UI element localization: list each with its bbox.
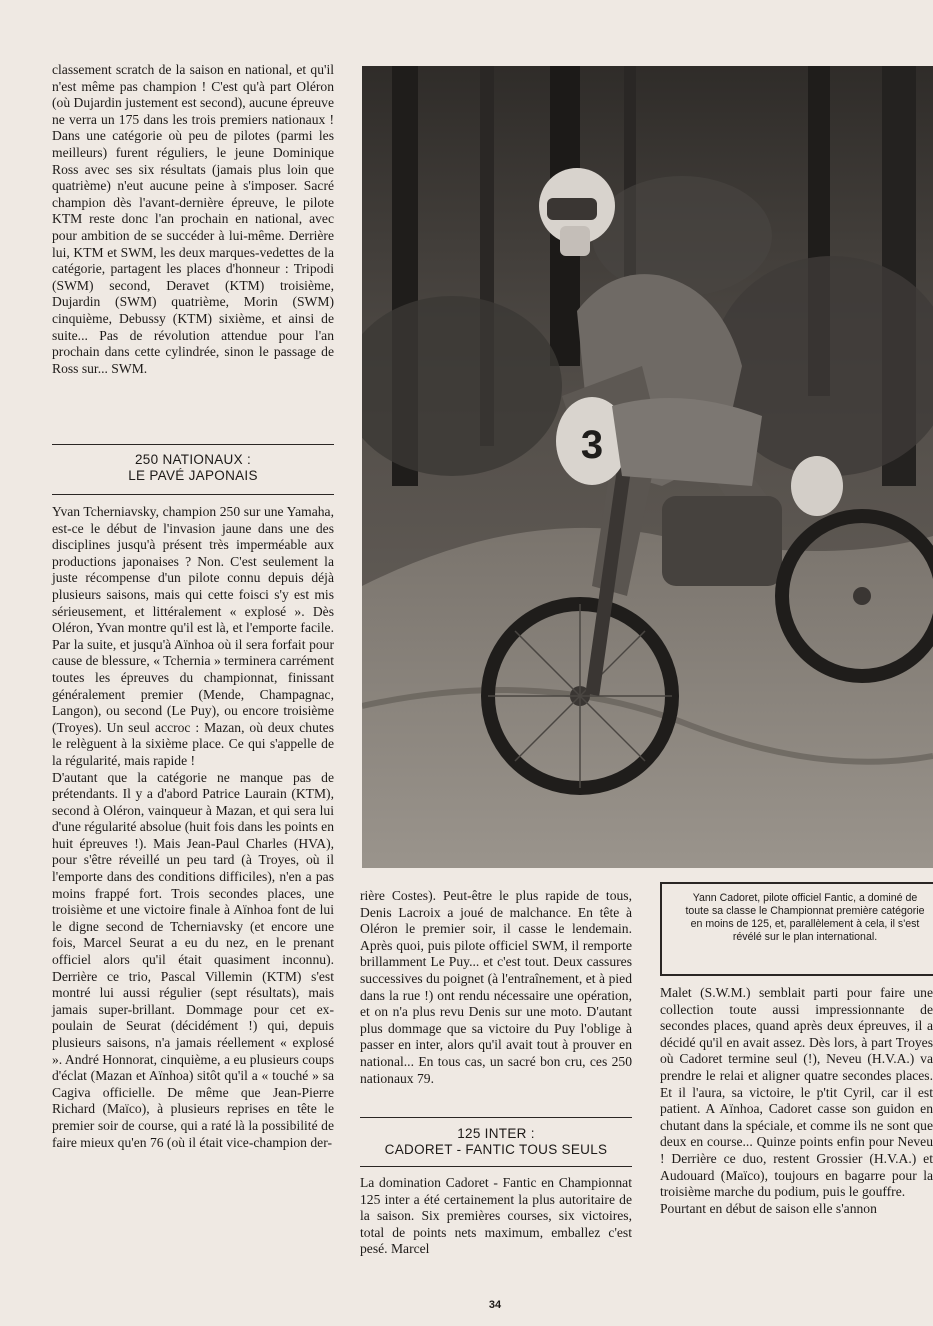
body-paragraph: D'autant que la catégorie ne manque pas de prétendants. Il y a d'abord Patrice Laurain (KTM), second à Oléron, vainqueur à Mazan, et qui sera lui d'une régularité absolue (huit fois dans les points en huit épreuves !). Mais Jean-Paul Charles (HVA), pour s'être réveillé un peu tard (à Troyes, où il l'emporte dans des conditions difficiles), n'en a pas moins frappé fort. Trois secondes places, une troisième et une victoire finale à Aïnhoa font de lui le digne second de Tcherniavsky (et encore une fois, Marcel Seurat a eu du nez, en le prenant officiel alors qu'il était quasiment inconnu). Derrière ce trio, Pascal Villemin (KTM) s'est montré lui aussi régulier (sept résultats), mais jamais super-brillant. Dommage pour cet ex-poulain de Seurat (décidément !) qui, depuis plusieurs saisons, n'a jamais réellement « explosé ». André Honnorat, cinquième, a eu plusieurs coups d'éclat (Mazan et Aïnhoa) sitôt qu'il a « touché » sa Cagiva officielle. De même que Jean-Pierre Richard (Maïco), à plusieurs reprises en tête le premier soir de course, qui a raté là la possibilité de faire mieux qu'en 76 (où il était vice-champion der- <box>52 769 334 1150</box>
page-number: 34 <box>488 1299 502 1311</box>
article-column-middle-top <box>360 888 632 1087</box>
number-plate: 3 <box>580 423 604 467</box>
section-rule <box>360 1166 632 1167</box>
heading-line: LE PAVÉ JAPONAIS <box>128 467 258 483</box>
body-paragraph: classement scratch de la saison en national, et qu'il n'est même pas champion ! C'est qu'à part Oléron (où Dujardin justement est second), aucune épreuve ne verra un 175 dans les trois premiers nationaux ! Dans une catégorie où peu de pilotes (parmi les meilleurs) furent réguliers, le jeune Dominique Ross avec ses six résultats (jamais plus loin que quatrième) n'eut aucune peine à s'imposer. Sacré champion dès l'avant-dernière épreuve, le pilote KTM reste donc l'an prochain en national, avec pour ambition de se succéder à lui-même. Derrière lui, KTM et SWM, les deux marques-vedettes de la catégorie, partagent les places d'honneur : Tripodi (SWM) second, Deravet (KTM) troisième, Dujardin (SWM) quatrième, Morin (SWM) cinquième, Debussy (KTM) sixième, et ainsi de suite... Pas de révolution attendue pour l'an prochain dans cette cylindrée, sinon le passage de Ross sur... SWM. <box>52 62 334 376</box>
section-heading-125 <box>360 1126 632 1157</box>
article-column-left-bottom <box>52 504 334 1151</box>
article-column-middle-bottom <box>360 1175 632 1258</box>
body-paragraph: rière Costes). Peut-être le plus rapide de tous, Denis Lacroix a joué de malchance. En tête à Oléron le premier soir, il casse le lendemain. Après quoi, puis pilote officiel SWM, il remporte brillamment Le Puy... et c'est tout. Deux cassures successives du poignet (à l'entraînement, et à pied dans la rue !) ont rendu nécessaire une opération, et on n'a plus revu Denis sur une moto. D'autant plus dommage que sa victoire du Puy l'oblige à passer en inter, alors qu'il avait tout à prouver en national... En tous cas, un sacré bon cru, ces 250 nationaux 79. <box>360 888 632 1086</box>
article-column-right <box>660 985 933 1217</box>
heading-line: CADORET - FANTIC TOUS SEULS <box>384 1141 608 1157</box>
motocross-rider-photo <box>362 66 933 868</box>
section-heading-250 <box>52 452 334 483</box>
photo-caption-box <box>660 882 933 976</box>
body-paragraph: Pourtant en début de saison elle s'annon <box>660 1200 877 1216</box>
section-rule <box>360 1117 632 1118</box>
body-paragraph: La domination Cadoret - Fantic en Championnat 125 inter a été certainement la plus autoritaire de la saison. Six premières courses, six victoires, total de points nets maximum, emballez c'est pesé. Marcel <box>360 1175 632 1257</box>
section-rule <box>52 444 334 445</box>
article-column-left-top <box>52 62 334 377</box>
body-paragraph: Malet (S.W.M.) semblait parti pour faire une collection toute aussi impressionnante de secondes places, quand après deux épreuves, il a décidé qu'il en avait assez. Dès lors, à part Troyes où Cadoret termine seul (!), Neveu (H.V.A.) va prendre le relai et aligner quatre secondes places. Et il l'aura, sa victoire, le p'tit Cyril, car il est patient. A Aïnhoa, Cadoret casse son guidon en chutant dans la spéciale, et comme ils ne sont que deux en course... Quinze points enfin pour Neveu ! Derrière ce duo, restent Grossier (H.V.A.) et Audouard (Maïco), toujours en bagarre pour la troisième marche du podium, puis le gouffre. <box>660 985 933 1200</box>
photo-illustration <box>362 66 933 868</box>
section-rule <box>52 494 334 495</box>
photo-caption: Yann Cadoret, pilote officiel Fantic, a dominé de toute sa classe le Championnat première catégorie en moins de 125, et, parallèlement à cela, il s'est révélé sur le plan international. <box>685 892 925 943</box>
heading-line: 250 NATIONAUX : <box>134 452 252 467</box>
heading-line: 125 INTER : <box>457 1126 535 1141</box>
body-paragraph: Yvan Tcherniavsky, champion 250 sur une Yamaha, est-ce le début de l'invasion jaune dans une des disciplines jusqu'à présent très imperméable aux productions japonaises ? Non. C'est seulement la juste récompense d'un pilote connu depuis déjà plusieurs saisons, mais qui cette foisci s'y est mis sérieusement, et littéralement « explosé ». Dès Oléron, Yvan montre qu'il est là, et l'emporte facile. Par la suite, et jusqu'à Aïnhoa où il sera forfait pour cause de blessure, « Tchernia » terminera carrément toutes les épreuves du championnat, finissant généralement premier (Mende, Champagnac, Langon), ou second (Le Puy), ou encore troisième (Troyes). Un seul accroc : Mazan, où deux chutes le relèguent à la sixième place. Ce qui s'appelle de la régularité, mais rapide ! <box>52 504 334 768</box>
